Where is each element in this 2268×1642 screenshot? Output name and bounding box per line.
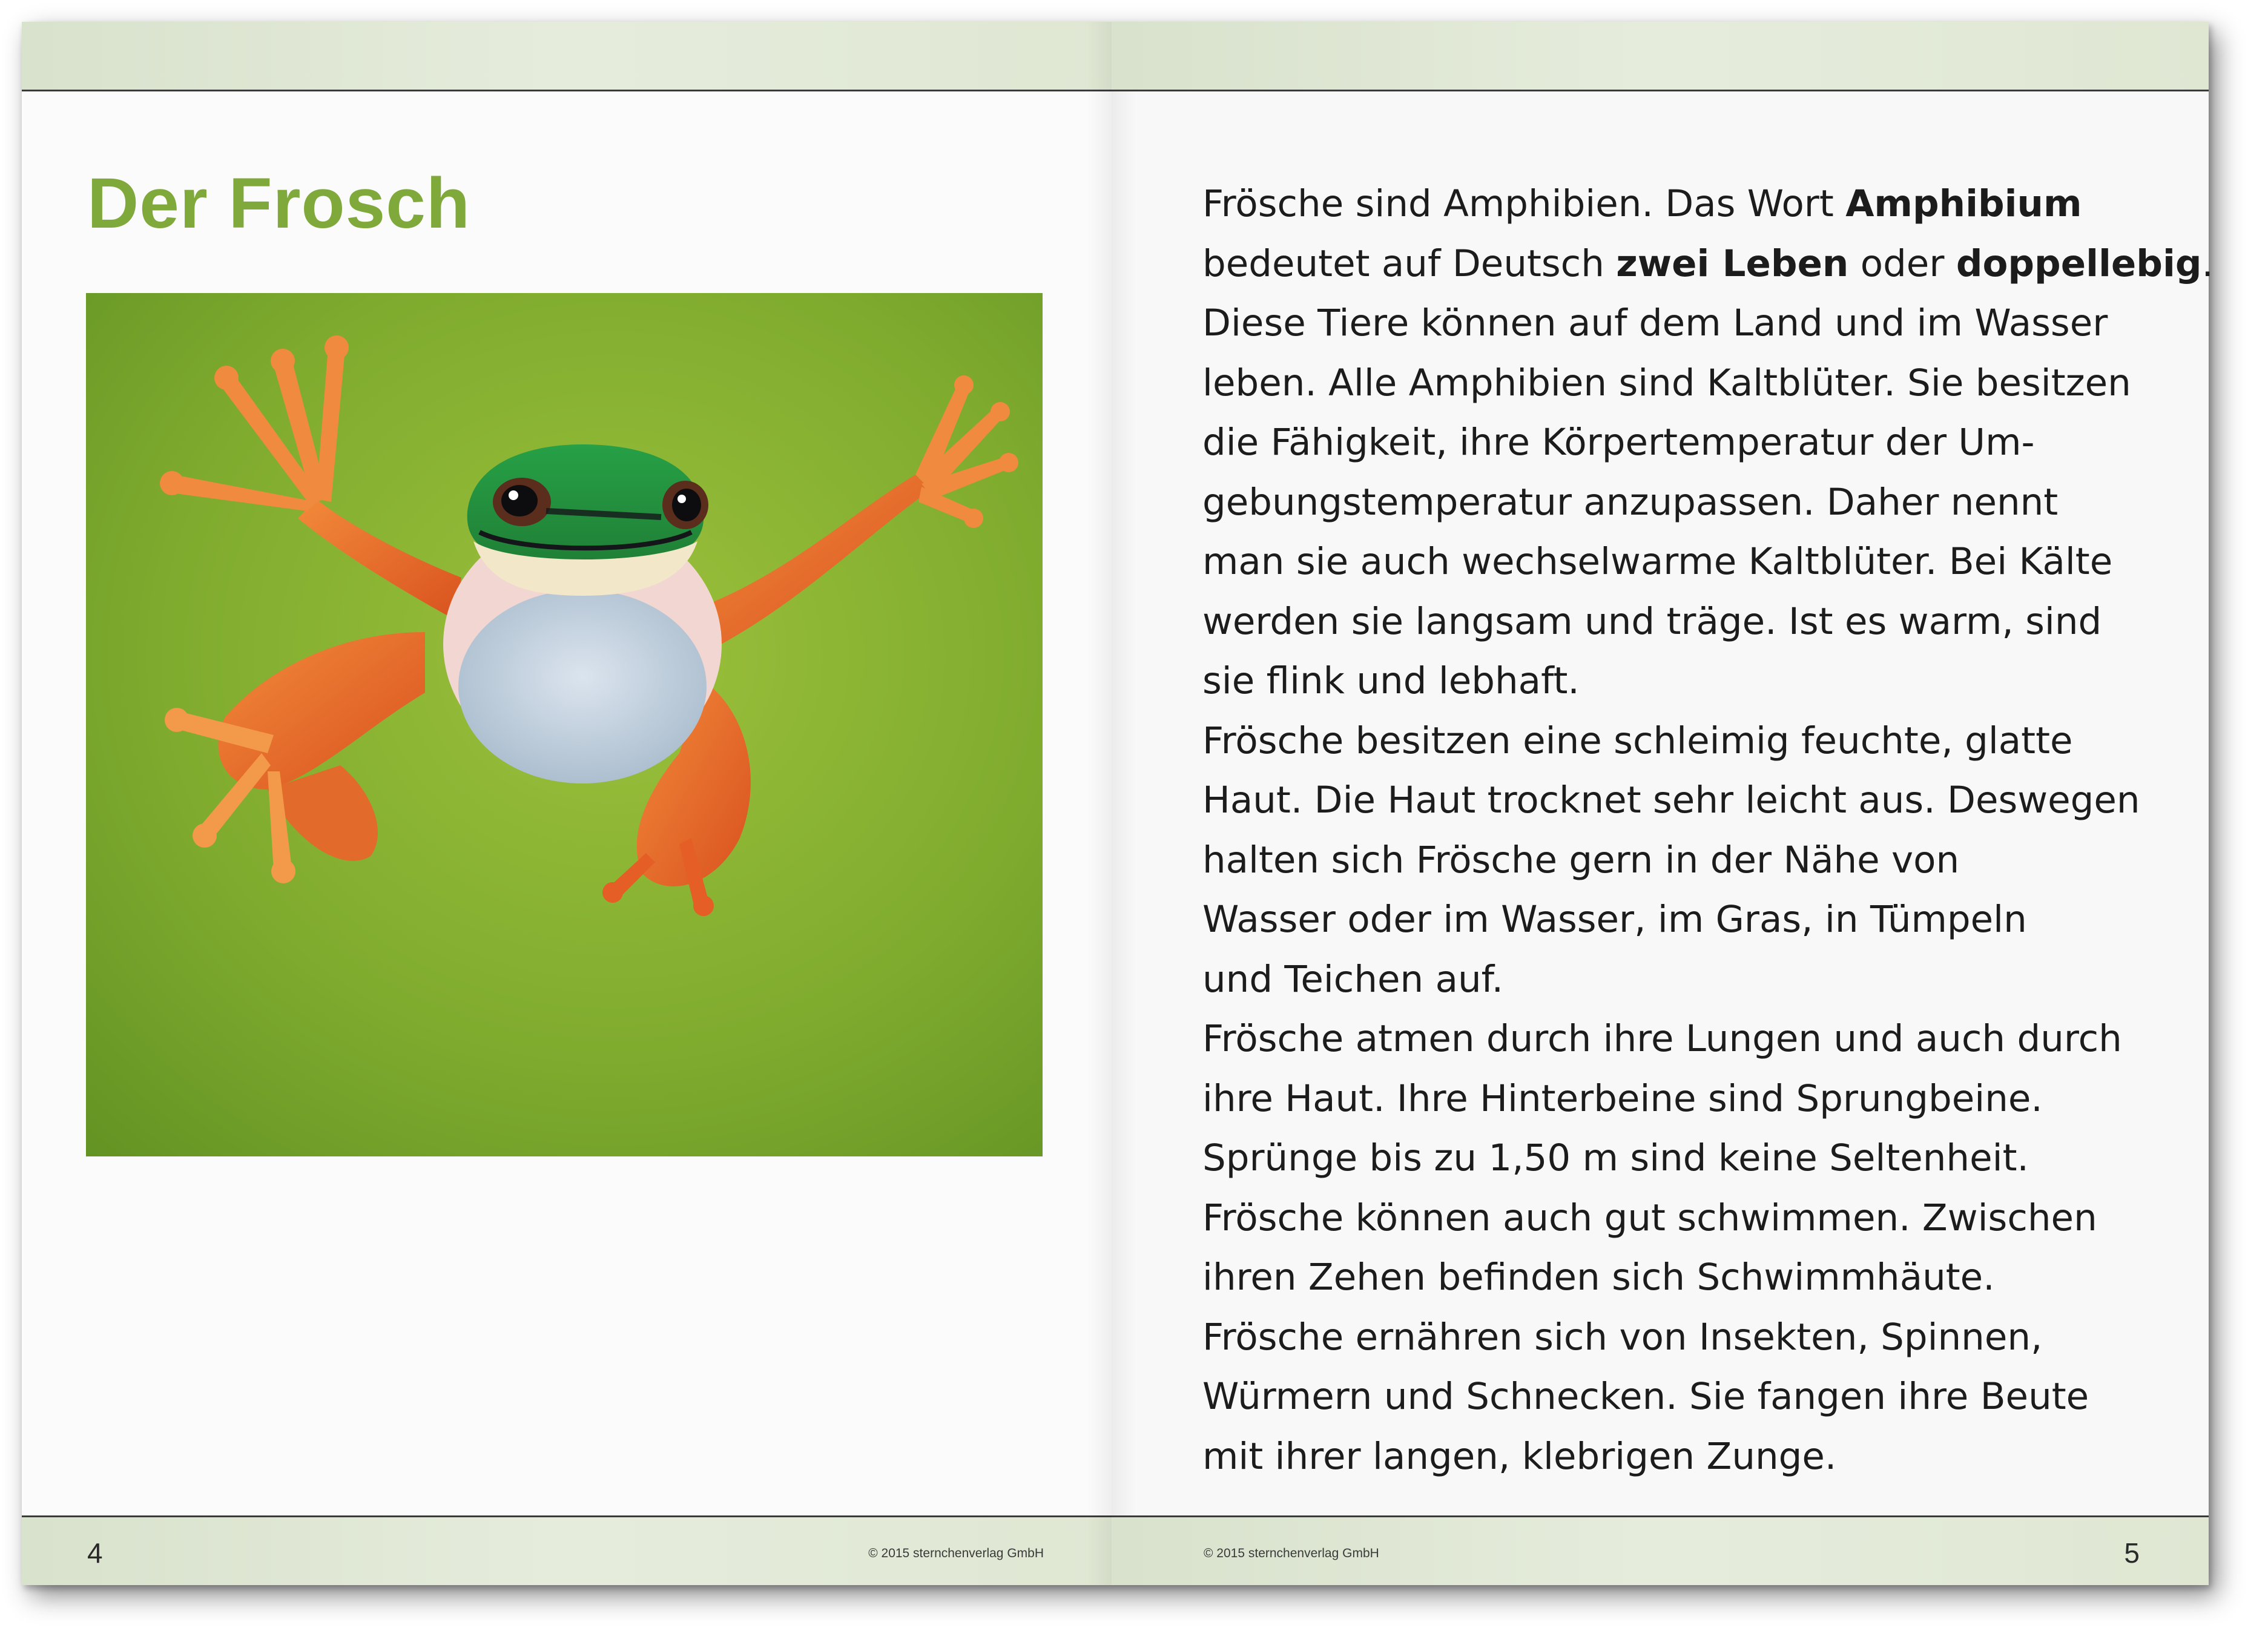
text-line	[1202, 1427, 2147, 1487]
left-page	[22, 22, 1112, 1585]
copyright-notice: © 2015 sternchenverlag GmbH	[1204, 1546, 1379, 1560]
text-run: Diese Tiere können auf dem Land und im Wasser	[1202, 302, 2108, 345]
text-run: leben. Alle Amphibien sind Kaltblüter. Sie besitzen	[1202, 361, 2131, 404]
text-run: sie flink und lebhaft.	[1202, 659, 1580, 702]
text-run: Frösche atmen durch ihre Lungen und auch durch	[1202, 1017, 2122, 1060]
text-line	[1202, 592, 2147, 652]
text-run: ihre Haut. Ihre Hinterbeine sind Sprungbeine.	[1202, 1077, 2043, 1120]
bold-term: zwei Leben	[1616, 242, 1849, 285]
bottom-band	[22, 1515, 1112, 1585]
text-run: Würmern und Schnecken. Sie fangen ihre Beute	[1202, 1375, 2089, 1418]
text-run: man sie auch wechselwarme Kaltblüter. Bei Kälte	[1202, 540, 2113, 583]
text-line	[1202, 1009, 2147, 1069]
text-line	[1202, 1069, 2147, 1129]
text-run: werden sie langsam und träge. Ist es warm, sind	[1202, 599, 2102, 643]
text-run: die Fähigkeit, ihre Körpertemperatur der Um-	[1202, 421, 2035, 464]
text-run: Frösche können auch gut schwimmen. Zwischen	[1202, 1196, 2097, 1239]
text-line	[1202, 950, 2147, 1010]
page-title: Der Frosch	[87, 163, 470, 243]
bold-term: Amphibium	[1845, 182, 2082, 225]
text-line	[1202, 890, 2147, 950]
body-text	[1202, 174, 2214, 1486]
top-band	[1112, 22, 2209, 91]
frog-photo	[86, 293, 1043, 1156]
text-line	[1202, 234, 2214, 294]
frog-eye-right	[662, 481, 708, 529]
text-run: Haut. Die Haut trocknet sehr leicht aus. Deswegen	[1202, 779, 2140, 822]
text-run: Wasser oder im Wasser, im Gras, in Tümpeln	[1202, 898, 2027, 941]
text-line	[1202, 831, 2147, 891]
text-line	[1202, 294, 2147, 354]
text-line	[1202, 174, 2147, 234]
text-line	[1202, 651, 2147, 711]
text-run: gebungstemperatur anzupassen. Daher nennt	[1202, 480, 2059, 524]
right-page	[1112, 22, 2214, 1585]
text-run: ihren Zehen befinden sich Schwimmhäute.	[1202, 1256, 1995, 1299]
text-line	[1202, 1367, 2147, 1427]
book-spread	[22, 22, 2214, 1585]
top-band	[22, 22, 1112, 91]
text-line	[1202, 1248, 2147, 1308]
text-line	[1202, 1189, 2147, 1248]
frog-eye-left	[493, 478, 551, 526]
text-run: und Teichen auf.	[1202, 957, 1504, 1001]
text-line	[1202, 532, 2147, 592]
text-run: halten sich Frösche gern in der Nähe von	[1202, 838, 1960, 882]
text-run: oder	[1848, 242, 1956, 285]
text-run: .	[2201, 242, 2214, 285]
text-run: bedeutet auf Deutsch	[1202, 242, 1617, 285]
bottom-band	[1112, 1515, 2209, 1585]
text-line	[1202, 771, 2147, 831]
text-run: mit ihrer langen, klebrigen Zunge.	[1202, 1434, 1837, 1478]
text-run: Frösche ernähren sich von Insekten, Spinnen,	[1202, 1315, 2043, 1359]
text-line	[1202, 473, 2147, 533]
text-line	[1202, 1308, 2147, 1368]
copyright-notice: © 2015 sternchenverlag GmbH	[868, 1546, 1044, 1560]
text-run: Sprünge bis zu 1,50 m sind keine Seltenheit.	[1202, 1136, 2029, 1179]
text-run: Frösche besitzen eine schleimig feuchte, glatte	[1202, 719, 2073, 762]
text-line	[1202, 1129, 2147, 1189]
page-number: 5	[2124, 1537, 2140, 1569]
text-run: Frösche sind Amphibien. Das Wort	[1202, 182, 1846, 225]
page-number: 4	[87, 1537, 103, 1569]
text-line	[1202, 711, 2147, 771]
text-line	[1202, 413, 2147, 473]
text-line	[1202, 354, 2147, 414]
bold-term: doppellebig	[1956, 242, 2202, 285]
